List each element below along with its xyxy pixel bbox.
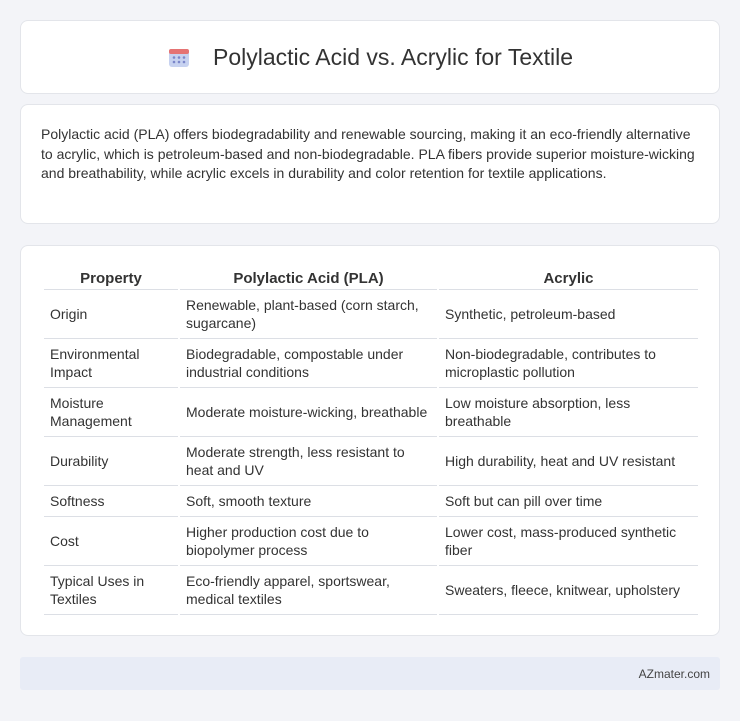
cell-acrylic: High durability, heat and UV resistant [439, 437, 698, 486]
cell-acrylic: Sweaters, fleece, knitwear, upholstery [439, 566, 698, 615]
table-row [44, 517, 698, 566]
cell-property: Softness [44, 486, 178, 517]
table-row [44, 339, 698, 388]
table-row [44, 290, 698, 339]
footer-source: AZmater.com [638, 666, 710, 681]
cell-acrylic: Lower cost, mass-produced synthetic fiber [439, 517, 698, 566]
header-pla: Polylactic Acid (PLA) [180, 266, 437, 290]
cell-acrylic: Low moisture absorption, less breathable [439, 388, 698, 437]
intro-paragraph: Polylactic acid (PLA) offers biodegradability and renewable sourcing, making it an eco-friendly alternative to acrylic, which is petroleum-based and non-biodegradable. PLA fibers provide superior moisture-wicking and breathability, while acrylic excels in durability and color retention for textile applications. [41, 126, 695, 181]
cell-acrylic: Non-biodegradable, contributes to microplastic pollution [439, 339, 698, 388]
title-card [20, 20, 720, 94]
comparison-card [20, 245, 720, 636]
cell-pla: Biodegradable, compostable under industrial conditions [180, 339, 437, 388]
cell-pla: Eco-friendly apparel, sportswear, medical textiles [180, 566, 437, 615]
header-property: Property [44, 266, 178, 290]
cell-property: Durability [44, 437, 178, 486]
cell-property: Origin [44, 290, 178, 339]
calendar-grid-icon [167, 45, 191, 69]
cell-acrylic: Soft but can pill over time [439, 486, 698, 517]
comparison-table [42, 266, 700, 615]
cell-pla: Higher production cost due to biopolymer process [180, 517, 437, 566]
header-acrylic: Acrylic [439, 266, 698, 290]
cell-pla: Soft, smooth texture [180, 486, 437, 517]
table-row [44, 388, 698, 437]
cell-pla: Renewable, plant-based (corn starch, sugarcane) [180, 290, 437, 339]
page-title: Polylactic Acid vs. Acrylic for Textile [212, 43, 574, 70]
table-header-row [44, 266, 698, 290]
cell-pla: Moderate moisture-wicking, breathable [180, 388, 437, 437]
table-row [44, 437, 698, 486]
cell-acrylic: Synthetic, petroleum-based [439, 290, 698, 339]
intro-card [20, 104, 720, 224]
cell-property: Environmental Impact [44, 339, 178, 388]
table-row [44, 486, 698, 517]
cell-property: Cost [44, 517, 178, 566]
cell-property: Typical Uses in Textiles [44, 566, 178, 615]
cell-property: Moisture Management [44, 388, 178, 437]
cell-pla: Moderate strength, less resistant to heat and UV [180, 437, 437, 486]
table-row [44, 566, 698, 615]
footer-bar [20, 657, 720, 690]
